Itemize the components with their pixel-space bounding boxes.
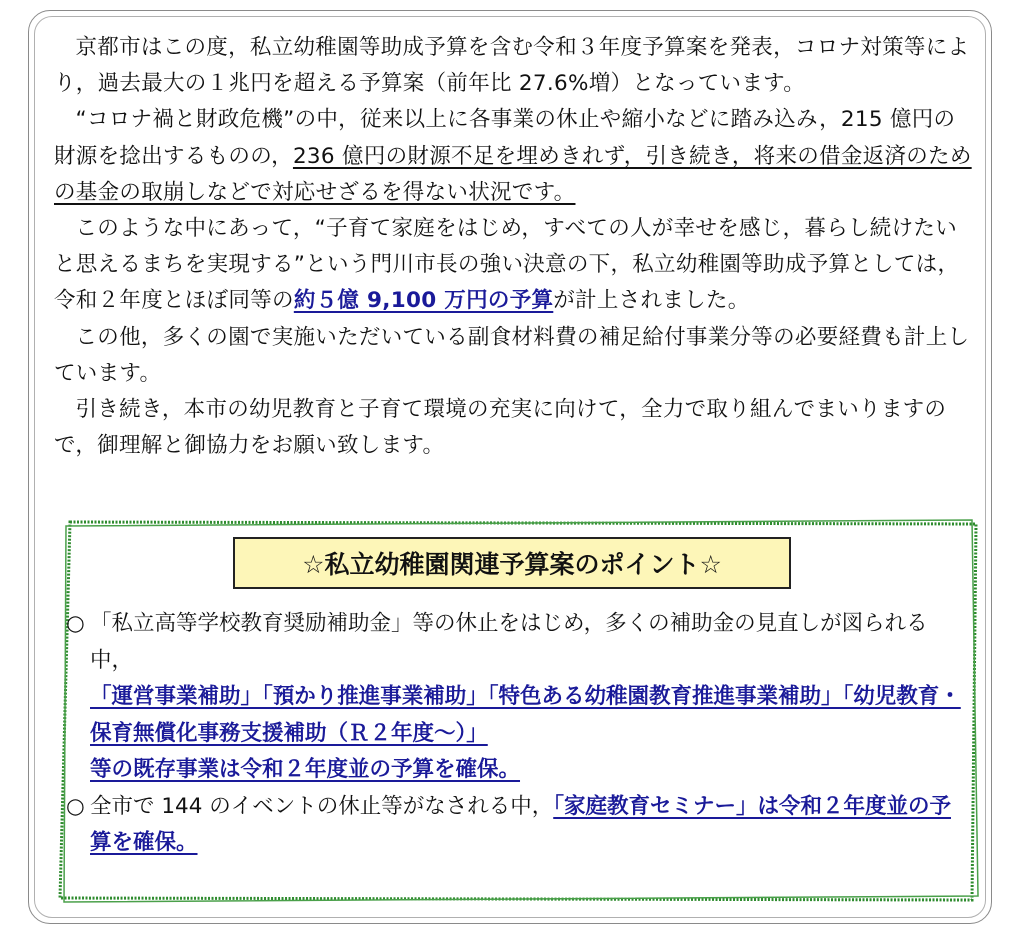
paragraph-3 — [54, 211, 974, 320]
paragraph-2-text: “コロナ禍と財政危機”の中，従来以上に各事業の休止や縮小などに踏み込み，215 億円の財源を捻出するものの， — [54, 107, 956, 169]
bullet-circle-icon: ○ — [66, 793, 85, 819]
existing-subsidies-budget: 等の既存事業は令和２年度並の予算を確保。 — [90, 757, 521, 782]
paragraph-2-underlined: 236 億円の財源不足を埋めきれず，引き続き，将来の借金返済のための基金の取崩しなどで対応せざるを得ない状況です。 — [54, 143, 972, 205]
paragraph-1-text: 京都市はこの度，私立幼稚園等助成予算を含む令和３年度予算案を発表，コロナ対策等により，過去最大の１兆円を超える予算案（前年比 27.6%増）となっています。 — [54, 35, 970, 97]
point-item-2-text: 全市で 144 のイベントの休止等がなされる中， — [90, 793, 554, 819]
point-item-1-content — [90, 606, 966, 789]
budget-amount-highlight: 約５億 9,100 万円の予算 — [293, 288, 554, 314]
paragraph-5-text: 引き続き，本市の幼児教育と子育て環境の充実に向けて，全力で取り組んでまいりますので，御理解と御協力をお願い致します。 — [54, 397, 947, 459]
paragraph-4-text: この他，多くの園で実施いただいている副食材料費の補足給付事業分等の必要経費も計上しています。 — [54, 324, 970, 386]
point-item-1 — [66, 606, 966, 789]
points-list — [66, 606, 966, 862]
existing-subsidies-list: 「運営事業補助」「預かり推進事業補助」「特色ある幼稚園教育推進事業補助」「幼児教育・保育無償化事務支援補助（Ｒ２年度～）」 — [90, 684, 961, 746]
point-item-2-content — [90, 789, 966, 862]
points-title: ☆私立幼稚園関連予算案のポイント☆ — [233, 537, 791, 589]
bullet-circle-icon: ○ — [66, 611, 85, 636]
paragraph-5 — [54, 392, 974, 464]
paragraph-3-end: が計上されました。 — [553, 288, 750, 314]
paragraph-2 — [54, 102, 974, 211]
paragraph-3-text: このような中にあって，“子育て家庭をはじめ，すべての人が幸せを感じ，暮らし続けたいと思えるまちを実現する”という門川市長の強い決意の下，私立幼稚園等助成予算としては，令和２年度とほぼ同等の — [54, 216, 960, 314]
point-item-1-text: 「私立高等学校教育奨励補助金」等の休止をはじめ，多くの補助金の見直しが図られる中， — [90, 611, 928, 673]
point-item-2 — [66, 789, 966, 862]
body-text — [54, 30, 974, 464]
paragraph-4 — [54, 320, 974, 392]
paragraph-1 — [54, 30, 974, 102]
family-education-seminar-budget: 「家庭教育セミナー」は令和２年度並の予算を確保。 — [90, 793, 951, 855]
